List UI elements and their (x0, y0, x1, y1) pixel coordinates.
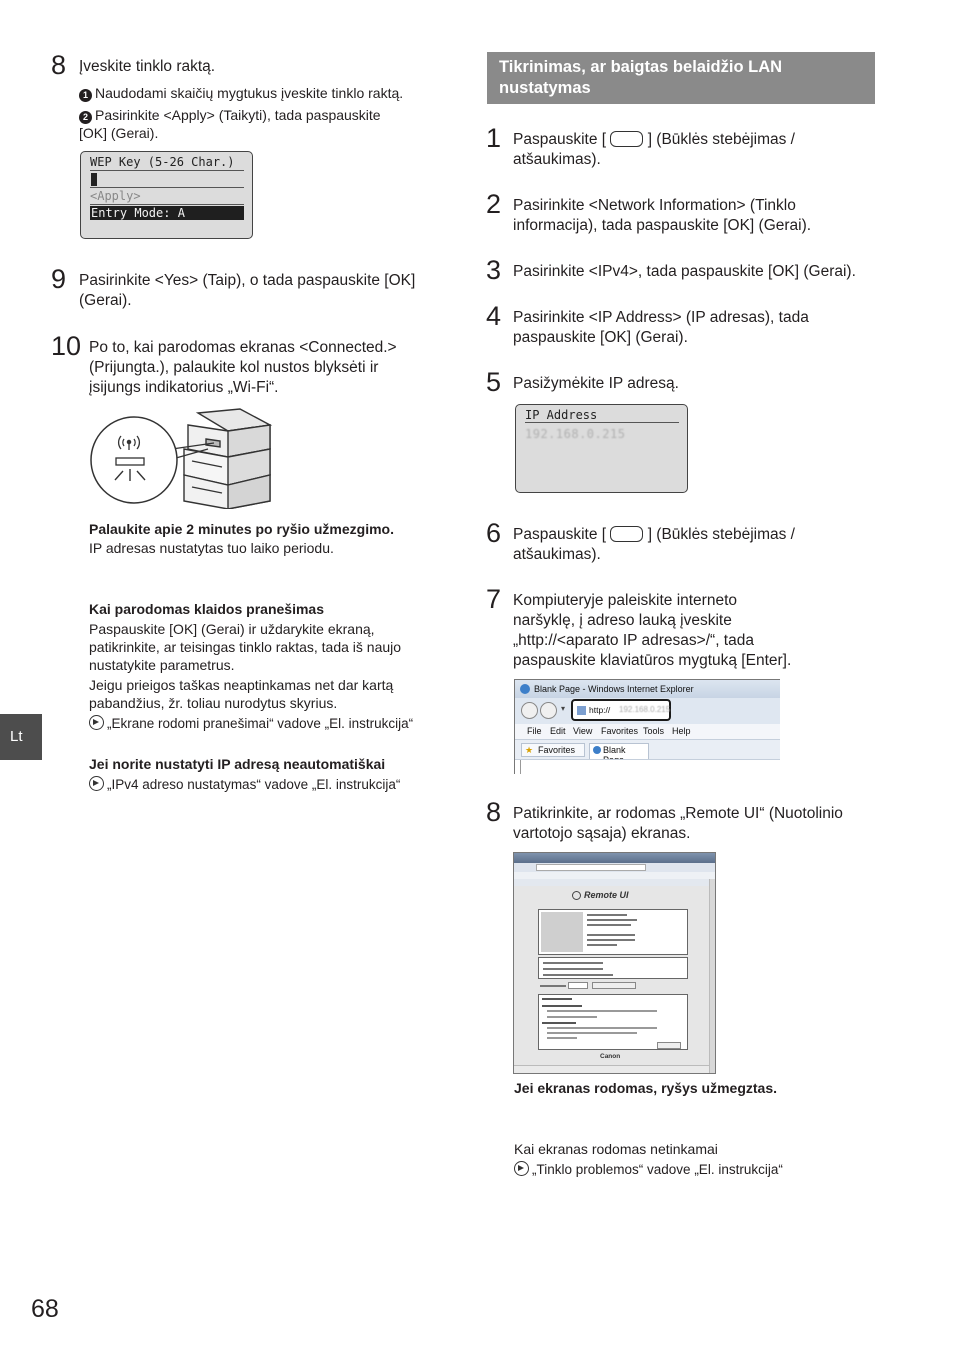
remote-ui-logo (570, 889, 660, 903)
ie-statusbar (514, 1065, 709, 1074)
manual-ip-reference[interactable] (89, 776, 400, 795)
language-label-line (540, 985, 566, 987)
login-line (542, 1022, 576, 1024)
error-reference[interactable] (89, 715, 413, 734)
error-line-2: patikrinkite, ar teisingas tinklo raktas, tada iš naujo (89, 639, 402, 655)
lcd-apply-option: <Apply> (90, 189, 244, 205)
wifi-indicator-lamp-icon (116, 458, 144, 465)
r-step-7-line4: paspauskite klaviatūros mygtuką [Enter]. (513, 652, 792, 669)
sub1-text: Naudodami skaičių mygtukus įveskite tinklo raktą. (95, 85, 404, 101)
manual-ip-reference-text: „IPv4 adreso nustatymas“ vadove „El. instrukcija“ (107, 777, 401, 792)
menu-edit[interactable]: Edit (550, 726, 566, 736)
login-line (547, 1027, 657, 1029)
status-line (543, 962, 603, 964)
language-tab: Lt (0, 714, 42, 760)
r-step-1-post: ] (Būklės stebėjimas / (647, 131, 795, 148)
ie-address (536, 864, 646, 871)
lcd-title: WEP Key (5-26 Char.) (90, 155, 244, 171)
forward-icon[interactable] (540, 702, 557, 719)
r-step-2-number: 2 (486, 189, 502, 219)
r-step-6-post: ] (Būklės stebėjimas / (647, 526, 795, 543)
r-step-7-number: 7 (486, 584, 502, 614)
r-step-6-line2: atšaukimas). (513, 546, 601, 563)
manual-ip-heading: Jei norite nustatyti IP adresą neautomatiškai (89, 756, 386, 772)
ok-note-bold: Jei ekranas rodomas, ryšys užmegztas. (514, 1080, 778, 1096)
status-panel (538, 957, 688, 979)
browser-favorites-bar (515, 739, 780, 759)
ie-logo-icon (520, 684, 530, 694)
network-problems-reference-text: „Tinklo problemos“ vadove „El. instrukcija“ (532, 1162, 783, 1177)
error-reference-text: „Ekrane rodomi pranešimai“ vadove „El. instrukcija“ (107, 716, 414, 731)
r-step-8-number: 8 (486, 797, 502, 827)
r-step-7-line1: Kompiuteryje paleiskite interneto (513, 592, 738, 609)
ip-address-lcd-screen (515, 404, 688, 493)
status-line (543, 968, 603, 970)
page-icon (577, 706, 586, 715)
status-monitor-key-icon (610, 526, 643, 542)
ie-menubar (514, 872, 716, 879)
r-step-4-number: 4 (486, 301, 502, 331)
lcd-ip-title: IP Address (525, 408, 679, 423)
language-row (538, 981, 688, 993)
section-header (487, 52, 875, 104)
printer-icon (184, 409, 270, 509)
status-monitor-key-icon (610, 131, 643, 147)
reference-arrow-icon (89, 715, 104, 730)
browser-title: Blank Page - Windows Internet Explorer (534, 684, 694, 694)
tab-ie-icon (593, 746, 601, 754)
sub2-text-line1: Pasirinkite <Apply> (Taikyti), tada paspauskite (95, 107, 381, 123)
ie-favbar (514, 879, 716, 886)
step-10-line2: (Prijungta.), palaukite kol nustos blyksėti ir (89, 359, 379, 376)
language-select[interactable] (568, 982, 588, 989)
error-heading: Kai parodomas klaidos pranešimas (89, 601, 324, 617)
login-line (542, 998, 572, 1000)
info-line (587, 919, 637, 921)
step-9-line2: (Gerai). (79, 292, 132, 309)
login-button[interactable] (657, 1042, 681, 1049)
address-value: 192.168.0.215 (619, 705, 671, 714)
info-line (587, 934, 635, 936)
status-line (543, 974, 613, 976)
wait-note-text: IP adresas nustatytas tuo laiko periodu. (89, 540, 334, 556)
r-step-6-line1 (513, 525, 795, 545)
r-step-3-number: 3 (486, 255, 502, 285)
r-step-6-pre: Paspauskite [ (513, 526, 607, 543)
sub1-number-badge: 1 (79, 89, 92, 102)
sub2-number-badge: 2 (79, 111, 92, 124)
browser-content (515, 759, 780, 774)
network-problems-reference[interactable] (514, 1161, 783, 1180)
ie-titlebar (514, 853, 716, 863)
r-step-1-line2: atšaukimas). (513, 151, 601, 168)
r-step-1-line1 (513, 130, 795, 150)
step-9-line1: Pasirinkite <Yes> (Taip), o tada paspauskite [OK] (79, 272, 416, 289)
menu-help[interactable]: Help (672, 726, 691, 736)
lcd-input-row (90, 173, 244, 188)
info-line (587, 924, 631, 926)
lcd-ip-value: 192.168.0.215 (525, 427, 626, 441)
step-8-number: 8 (51, 50, 67, 80)
tab-label: Blank (603, 745, 626, 755)
error-line-3: nustatykite parametrus. (89, 657, 235, 673)
login-line (542, 1005, 582, 1007)
remote-ui-logo-icon (572, 891, 581, 900)
r-step-5-number: 5 (486, 367, 502, 397)
r-step-1-number: 1 (486, 123, 502, 153)
login-line (547, 1037, 577, 1039)
error-line-1: Paspauskite [OK] (Gerai) ir uždarykite ekraną, (89, 621, 375, 637)
device-info-panel (538, 909, 688, 955)
r-step-4-line2: paspauskite [OK] (Gerai). (513, 329, 688, 346)
r-step-2-line1: Pasirinkite <Network Information> (Tinklo (513, 197, 796, 214)
browser-menubar (515, 724, 780, 739)
section-header-line1: Tikrinimas, ar baigtas belaidžio LAN (499, 58, 783, 76)
step-8-sub1 (79, 84, 403, 103)
browser-navbar (515, 698, 780, 724)
r-step-8-line1: Patikrinkite, ar rodomas „Remote UI“ (Nuotolinio (513, 805, 843, 822)
info-line (587, 944, 617, 946)
wait-note-bold: Palaukite apie 2 minutes po ryšio užmezgimo. (89, 521, 394, 537)
login-line (547, 1032, 637, 1034)
error-line-4: Jeigu prieigos taškas neaptinkamas net dar kartą (89, 677, 394, 693)
step-8-text: Įveskite tinklo raktą. (79, 58, 216, 75)
reference-arrow-icon (514, 1161, 529, 1176)
favorites-label: Favorites (538, 745, 576, 755)
reference-arrow-icon (89, 776, 104, 791)
r-step-7-line3: „http://<aparato IP adresas>/“, tada (513, 632, 754, 649)
step-10-line1: Po to, kai parodomas ekranas <Connected.> (89, 339, 397, 356)
info-line (587, 914, 627, 916)
browser-screenshot (514, 679, 780, 774)
error-line-5: pabandžius, žr. toliau nurodytus skyrius. (89, 695, 338, 711)
menu-tools[interactable]: Tools (643, 726, 665, 736)
content-border (520, 760, 521, 774)
printer-wifi-indicator-illustration (88, 405, 274, 509)
r-step-5-line1: Pasižymėkite IP adresą. (513, 375, 679, 392)
r-step-6-number: 6 (486, 518, 502, 548)
page-number: 68 (31, 1295, 59, 1323)
login-panel (538, 994, 688, 1050)
remote-ui-title: Remote UI (584, 890, 629, 900)
step-9-number: 9 (51, 264, 67, 294)
bad-display-text: Kai ekranas rodomas netinkamai (514, 1141, 718, 1157)
text-cursor-icon (91, 173, 97, 186)
address-bar-highlight[interactable] (571, 699, 671, 721)
wep-key-lcd-screen (80, 151, 253, 239)
r-step-2-line2: informacija), tada paspauskite [OK] (Gerai). (513, 217, 812, 234)
login-line (547, 1016, 597, 1018)
login-line (547, 1010, 657, 1012)
lcd-entry-mode-selected: Entry Mode: A (90, 206, 244, 220)
address-prefix: http:// (589, 705, 611, 715)
dropdown-icon: ▾ (561, 704, 566, 713)
r-step-4-line1: Pasirinkite <IP Address> (IP adresas), tada (513, 309, 809, 326)
step-10-number: 10 (51, 331, 82, 361)
back-icon[interactable] (521, 702, 538, 719)
blank-page-tab[interactable] (589, 743, 649, 759)
scrollbar[interactable] (709, 879, 716, 1074)
section-header-line2: nustatymas (499, 79, 591, 97)
menu-view[interactable]: View (573, 726, 593, 736)
device-image (541, 912, 583, 952)
step-8-sub2-line2: [OK] (Gerai). (79, 125, 159, 141)
r-step-1-pre: Paspauskite [ (513, 131, 607, 148)
ie-navbar (514, 863, 716, 872)
step-10-line3: įsijungs indikatorius „Wi-Fi“. (89, 379, 279, 396)
remote-ui-screenshot (513, 852, 716, 1074)
step-8-sub2 (79, 106, 381, 125)
browser-titlebar (515, 680, 780, 698)
r-step-3-line1: Pasirinkite <IPv4>, tada paspauskite [OK] (Gerai). (513, 263, 856, 280)
menu-file[interactable]: File (527, 726, 542, 736)
r-step-8-line2: vartotojo sąsaja) ekranas. (513, 825, 691, 842)
info-line (587, 939, 635, 941)
star-icon: ★ (525, 745, 534, 755)
favorites-button[interactable] (521, 743, 585, 757)
r-step-7-line2: naršyklę, į adreso lauką įveskite (513, 612, 732, 629)
canon-logo: Canon (600, 1053, 621, 1060)
menu-favorites[interactable]: Favorites (601, 726, 639, 736)
change-language-button[interactable] (592, 982, 636, 989)
